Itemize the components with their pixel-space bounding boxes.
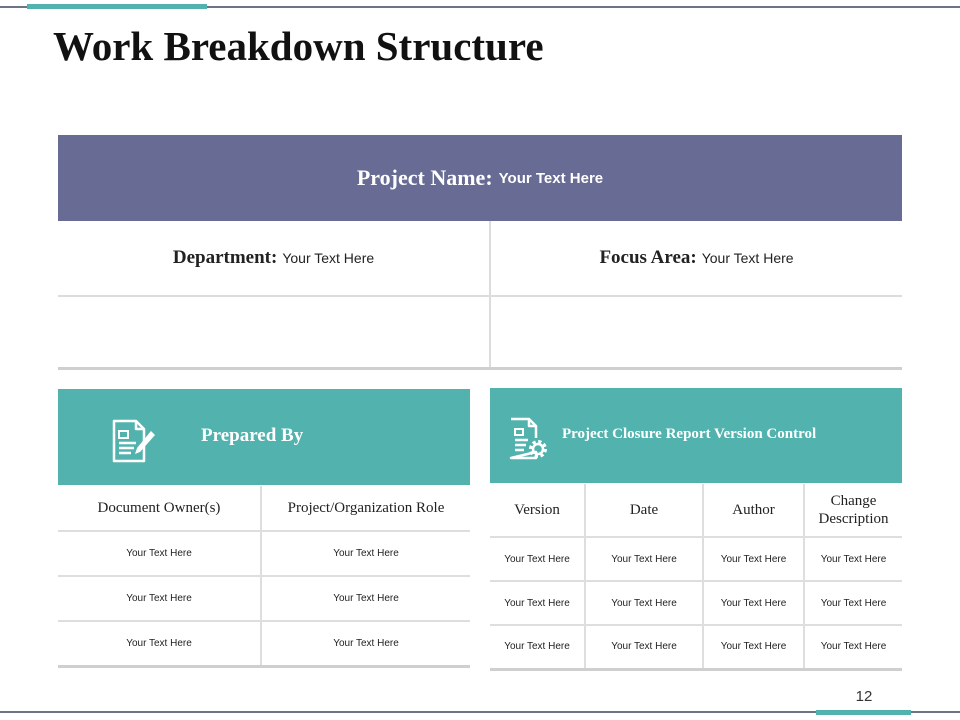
department-value: Your Text Here — [282, 250, 375, 266]
department-label: Department: — [172, 247, 278, 268]
table-cell: Your Text Here — [703, 625, 804, 669]
project-name-label: Project Name — [356, 165, 486, 190]
column-header: Version — [490, 484, 585, 537]
prepared-by-table — [58, 486, 470, 668]
table-cell: Your Text Here — [58, 621, 261, 666]
table-row — [490, 537, 902, 581]
department-cell — [58, 221, 489, 295]
focus-area-cell — [491, 221, 902, 295]
grid-divider — [58, 295, 902, 297]
table-row — [58, 531, 470, 576]
column-header: Change Description — [804, 484, 902, 537]
table-cell: Your Text Here — [804, 581, 902, 625]
page-number: 12 — [855, 688, 873, 705]
page-title: Work Breakdown Structure — [53, 23, 544, 69]
table-cell: Your Text Here — [490, 537, 585, 581]
bottom-accent-bar — [816, 710, 911, 715]
version-control-table — [490, 484, 902, 671]
table-row — [490, 581, 902, 625]
table-cell: Your Text Here — [585, 537, 703, 581]
table-cell: Your Text Here — [58, 576, 261, 621]
table-cell: Your Text Here — [261, 621, 470, 666]
table-cell: Your Text Here — [804, 625, 902, 669]
table-header-row — [58, 486, 470, 531]
column-header: Document Owner(s) — [58, 486, 261, 531]
top-accent-bar — [27, 4, 207, 9]
project-details-grid — [58, 221, 902, 370]
document-gear-icon — [508, 416, 550, 464]
table-row — [58, 576, 470, 621]
table-cell: Your Text Here — [703, 537, 804, 581]
table-cell: Your Text Here — [585, 581, 703, 625]
focus-area-value: Your Text Here — [701, 250, 794, 266]
project-name-value: Your Text Here — [498, 169, 604, 187]
table-row — [58, 621, 470, 666]
table-cell: Your Text Here — [490, 581, 585, 625]
table-cell: Your Text Here — [58, 531, 261, 576]
table-cell: Your Text Here — [804, 537, 902, 581]
column-header: Project/Organization Role — [261, 486, 470, 531]
column-header: Author — [703, 484, 804, 537]
version-control-header — [490, 388, 902, 483]
table-cell: Your Text Here — [585, 625, 703, 669]
document-edit-icon — [110, 417, 158, 465]
table-cell: Your Text Here — [490, 625, 585, 669]
prepared-by-header — [58, 389, 470, 485]
focus-area-label: Focus Area: — [599, 247, 697, 268]
table-row — [490, 625, 902, 669]
table-header-row — [490, 484, 902, 537]
table-cell: Your Text Here — [703, 581, 804, 625]
column-header: Date — [585, 484, 703, 537]
project-name-colon: : — [485, 165, 493, 190]
version-control-title: Project Closure Report Version Control — [562, 426, 817, 442]
prepared-by-title: Prepared By — [201, 425, 304, 446]
table-cell: Your Text Here — [261, 531, 470, 576]
project-name-banner — [58, 135, 902, 221]
table-cell: Your Text Here — [261, 576, 470, 621]
